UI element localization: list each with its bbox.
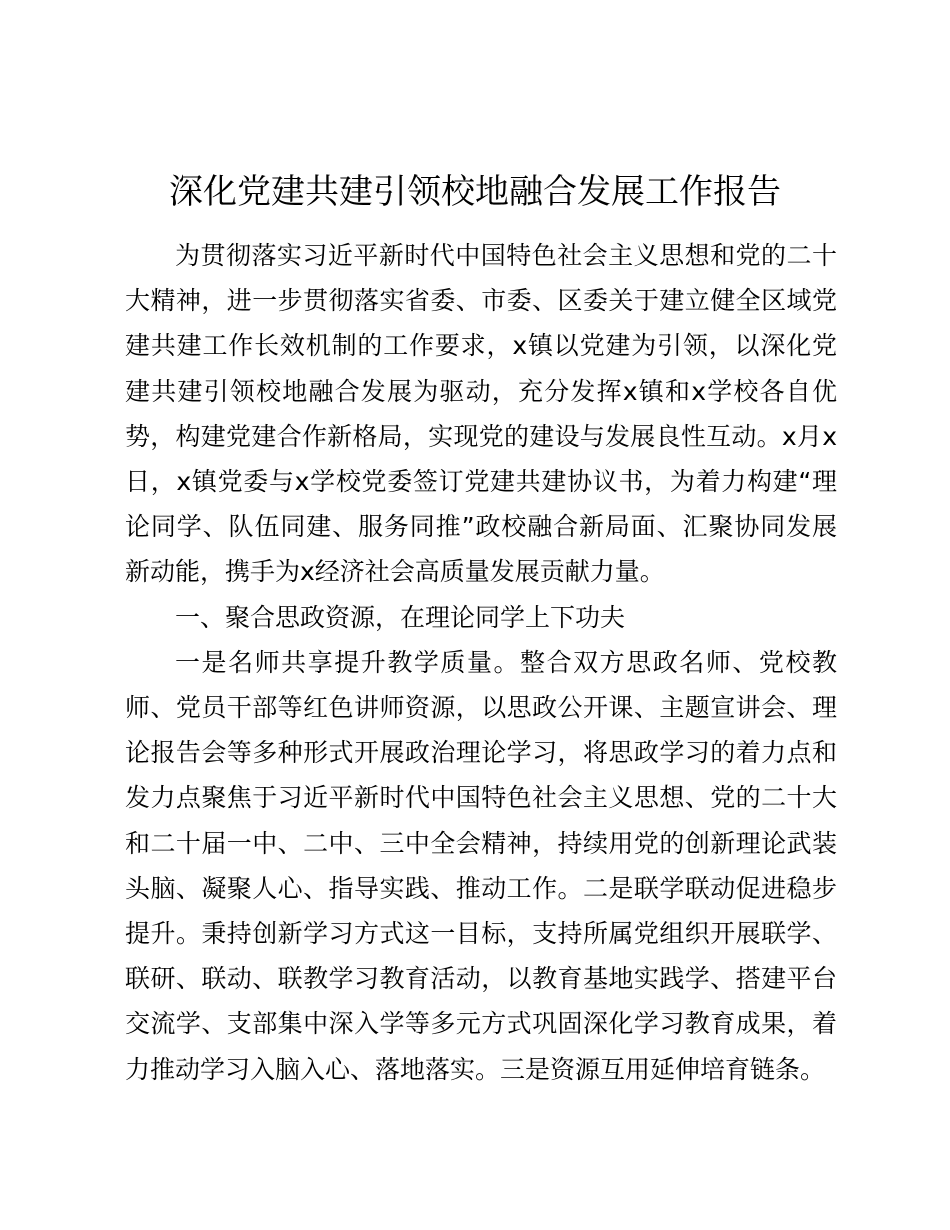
document-title: 深化党建共建引领校地融合发展工作报告 xyxy=(169,172,781,212)
section-heading-1: 一、聚合思政资源，在理论同学上下功夫 xyxy=(175,602,626,632)
paragraph-section-1: 一是名师共享提升教学质量。整合双方思政名师、党校教师、党员干部等红色讲师资源，以思政公开课、主题宣讲会、理论报告会等多种形式开展政治理论学习，将思政学习的着力点和发力点聚焦于习近平新时代中国特色社会主义思想、党的二十大和二十届一中、二中、三中全会精神，持续用党的创新理论武装头脑、凝聚人心、指导实践、推动工作。二是联学联动促进稳步提升。秉持创新学习方式这一目标，支持所属党组织开展联学、联研、联动、联教学习教育活动，以教育基地实践学、搭建平台交流学、支部集中深入学等多元方式巩固深化学习教育成果，着力推动学习入脑入心、落地落实。三是资源互用延伸培育链条。 xyxy=(125,647,837,1084)
paragraph-intro: 为贯彻落实习近平新时代中国特色社会主义思想和党的二十大精神，进一步贯彻落实省委、市委、区委关于建立健全区域党建共建工作长效机制的工作要求，x镇以党建为引领，以深化党建共建引领校地融合发展为驱动，充分发挥x镇和x学校各自优势，构建党建合作新格局，实现党的建设与发展良性互动。x月x日，x镇党委与x学校党委签订党建共建协议书，为着力构建“理论同学、队伍同建、服务同推”政校融合新局面、汇聚协同发展新动能，携手为x经济社会高质量发展贡献力量。 xyxy=(125,241,837,587)
document-body xyxy=(125,233,837,1092)
